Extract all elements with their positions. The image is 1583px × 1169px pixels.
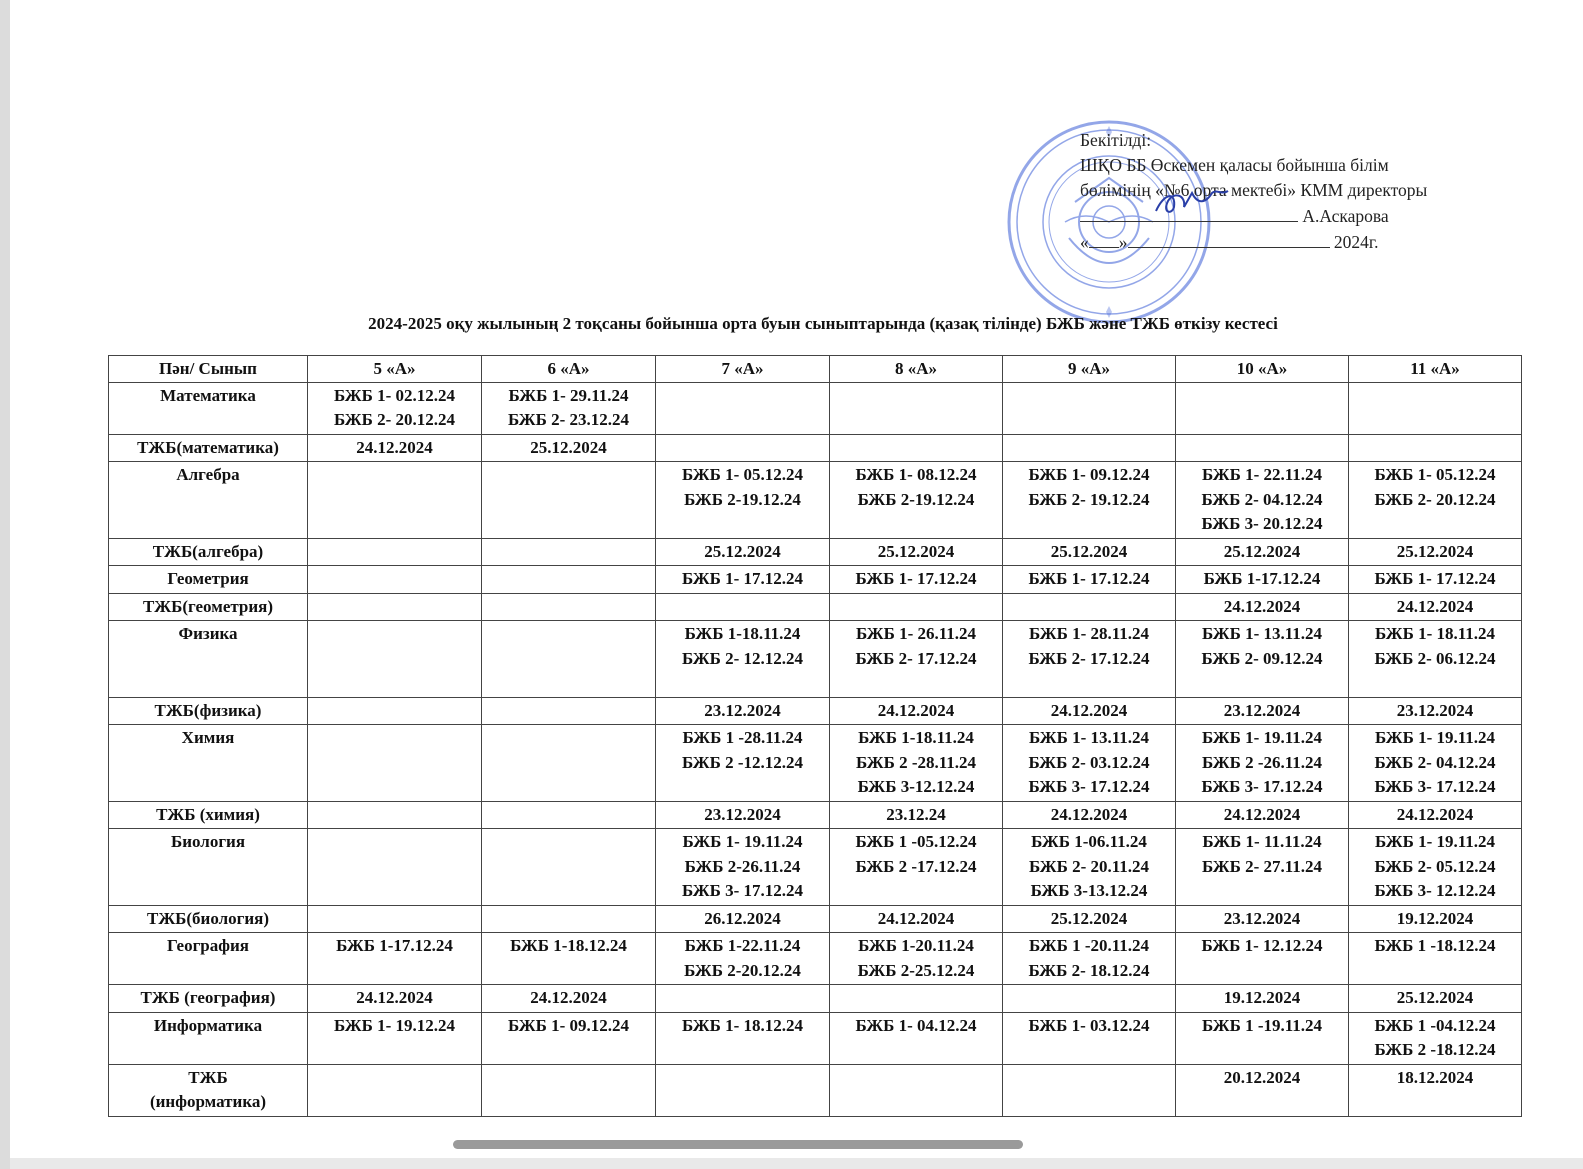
schedule-entry: БЖБ 1 -04.12.24 (1374, 1015, 1496, 1035)
schedule-cell (830, 697, 1003, 725)
schedule-entry: БЖБ 2-19.12.24 (857, 489, 975, 509)
table-row (109, 462, 1522, 539)
subject-cell (109, 829, 308, 906)
subject-name: География (167, 936, 249, 955)
schedule-entry: БЖБ 1- 12.12.24 (1201, 936, 1323, 955)
schedule-cell (482, 1064, 656, 1116)
approval-signature-line (1080, 203, 1427, 229)
schedule-cell (1003, 621, 1176, 698)
schedule-entry: 24.12.2024 (1050, 804, 1128, 824)
schedule-entry: БЖБ 2- 27.11.24 (1201, 856, 1323, 876)
schedule-entry: БЖБ 2- 17.12.24 (855, 648, 977, 668)
schedule-entry: 25.12.2024 (1396, 988, 1474, 1007)
schedule-entry: 25.12.2024 (704, 541, 781, 561)
schedule-entry: БЖБ 2- 18.12.24 (1028, 960, 1150, 980)
subject-cell (109, 566, 308, 594)
schedule-entry: БЖБ 1- 05.12.24 (681, 465, 804, 484)
schedule-entry: БЖБ 3- 17.12.24 (1201, 777, 1323, 796)
schedule-entry: БЖБ 1-17.12.24 (336, 936, 453, 955)
schedule-entry: БЖБ 1- 28.11.24 (1028, 624, 1150, 643)
schedule-cell (1003, 538, 1176, 566)
schedule-cell (1349, 697, 1522, 725)
schedule-cell (830, 933, 1003, 985)
schedule-cell (308, 382, 482, 434)
subject-cell (109, 985, 308, 1013)
schedule-entry: 24.12.2024 (356, 437, 433, 457)
schedule-cell (830, 1064, 1003, 1116)
schedule-cell (1003, 434, 1176, 462)
schedule-cell (656, 621, 830, 698)
table-row (109, 985, 1522, 1013)
schedule-cell (656, 538, 830, 566)
schedule-entry: БЖБ 2- 09.12.24 (1201, 648, 1323, 668)
schedule-entry: БЖБ 2- 04.12.24 (1201, 489, 1323, 509)
schedule-cell (1003, 1012, 1176, 1064)
schedule-entry: 24.12.2024 (1050, 700, 1128, 720)
schedule-entry: БЖБ 1- 22.11.24 (1201, 465, 1323, 484)
schedule-cell (482, 434, 656, 462)
schedule-entry: БЖБ 2-20.12.24 (684, 960, 801, 980)
approval-position: бөлімінің «№6 орта мектебі» КММ директоры (1080, 180, 1428, 200)
schedule-cell (1349, 593, 1522, 621)
schedule-entry: БЖБ 1-18.11.24 (858, 728, 974, 747)
schedule-cell (656, 905, 830, 933)
schedule-entry: 25.12.2024 (1050, 541, 1128, 561)
schedule-cell (482, 697, 656, 725)
window-edge (0, 0, 10, 1169)
table-row (109, 1012, 1522, 1064)
schedule-cell (308, 829, 482, 906)
schedule-cell (1349, 933, 1522, 985)
table-row (109, 593, 1522, 621)
schedule-entry: БЖБ 2- 12.12.24 (681, 648, 804, 668)
schedule-cell (1349, 382, 1522, 434)
schedule-entry: 18.12.2024 (1396, 1067, 1474, 1087)
schedule-cell (656, 382, 830, 434)
schedule-entry: 24.12.2024 (1396, 804, 1474, 824)
schedule-entry: БЖБ 1 -18.12.24 (1374, 936, 1496, 955)
schedule-entry: БЖБ 1-18.12.24 (510, 936, 627, 955)
schedule-entry: БЖБ 1- 09.12.24 (1028, 465, 1150, 484)
schedule-entry: БЖБ 1- 17.12.24 (1374, 569, 1496, 588)
schedule-entry: БЖБ 1- 17.12.24 (1028, 569, 1150, 588)
schedule-cell (656, 801, 830, 829)
schedule-cell (1003, 905, 1176, 933)
schedule-cell (1176, 1064, 1349, 1116)
schedule-entry: БЖБ 3- 17.12.24 (681, 881, 804, 900)
subject-cell (109, 1064, 308, 1116)
schedule-cell (308, 566, 482, 594)
schedule-entry: 19.12.2024 (1396, 908, 1474, 928)
schedule-entry: 25.12.2024 (1396, 541, 1474, 561)
schedule-cell (830, 725, 1003, 802)
schedule-entry: 23.12.2024 (1223, 908, 1301, 928)
schedule-cell (482, 593, 656, 621)
schedule-cell (1349, 621, 1522, 698)
handwritten-signature (1150, 185, 1230, 221)
schedule-entry: БЖБ 1- 13.11.24 (1028, 728, 1150, 747)
schedule-cell (1003, 593, 1176, 621)
signature-underline (1080, 203, 1298, 222)
horizontal-scrollbar[interactable] (453, 1140, 1023, 1149)
schedule-entry: БЖБ 2 -17.12.24 (855, 856, 977, 876)
schedule-cell (308, 621, 482, 698)
schedule-entry: 24.12.2024 (1396, 596, 1474, 616)
schedule-entry: БЖБ 3- 17.12.24 (1028, 777, 1150, 796)
schedule-entry: БЖБ 1- 19.12.24 (333, 1015, 456, 1035)
schedule-entry: БЖБ 2- 03.12.24 (1028, 752, 1150, 772)
schedule-cell (482, 566, 656, 594)
schedule-cell (482, 538, 656, 566)
table-row (109, 829, 1522, 906)
schedule-entry: БЖБ 1-17.12.24 (1203, 569, 1321, 588)
subject-name: ТЖБ (география) (140, 988, 276, 1007)
schedule-cell (1003, 933, 1176, 985)
schedule-cell (482, 905, 656, 933)
schedule-entry: 24.12.2024 (530, 988, 607, 1007)
schedule-entry: БЖБ 1 -28.11.24 (682, 728, 803, 747)
subject-name: ТЖБ (химия) (156, 804, 260, 824)
schedule-cell (1176, 801, 1349, 829)
schedule-cell (482, 829, 656, 906)
schedule-cell (1003, 1064, 1176, 1116)
schedule-cell (1176, 621, 1349, 698)
table-row (109, 538, 1522, 566)
schedule-entry: 24.12.2024 (877, 908, 955, 928)
subject-name: Алгебра (176, 465, 240, 484)
schedule-entry: БЖБ 2- 20.12.24 (1374, 489, 1496, 509)
schedule-cell (1176, 985, 1349, 1013)
schedule-cell (482, 725, 656, 802)
subject-cell (109, 538, 308, 566)
schedule-cell (482, 382, 656, 434)
schedule-entry: БЖБ 1 -20.11.24 (1028, 936, 1150, 955)
subject-name: ТЖБ (188, 1067, 228, 1087)
month-blank (1128, 229, 1330, 248)
schedule-entry: БЖБ 1- 03.12.24 (1028, 1015, 1150, 1035)
schedule-entry: БЖБ 1- 09.12.24 (507, 1015, 630, 1035)
schedule-entry: БЖБ 1- 18.11.24 (1374, 624, 1496, 643)
schedule-entry: БЖБ 1- 13.11.24 (1201, 624, 1323, 643)
table-body (109, 382, 1522, 1116)
schedule-cell (656, 725, 830, 802)
schedule-entry: БЖБ 2- 05.12.24 (1374, 856, 1496, 876)
schedule-cell (656, 566, 830, 594)
schedule-entry: БЖБ 3-12.12.24 (857, 777, 975, 796)
schedule-cell (1349, 434, 1522, 462)
subject-name: ТЖБ(геометрия) (142, 596, 274, 616)
schedule-entry: БЖБ 3- 17.12.24 (1374, 777, 1496, 796)
schedule-cell (1349, 725, 1522, 802)
schedule-cell (830, 621, 1003, 698)
subject-cell (109, 593, 308, 621)
subject-cell (109, 697, 308, 725)
header-class-11: 11 «А» (1349, 356, 1522, 383)
schedule-cell (308, 725, 482, 802)
table-row (109, 382, 1522, 434)
schedule-cell (1349, 1064, 1522, 1116)
table-row (109, 905, 1522, 933)
table-header-row (109, 356, 1522, 383)
schedule-cell (830, 462, 1003, 539)
schedule-cell (830, 829, 1003, 906)
schedule-cell (1176, 829, 1349, 906)
date-open-quote: « (1080, 232, 1089, 252)
schedule-entry: БЖБ 3-13.12.24 (1030, 881, 1148, 900)
schedule-cell (656, 985, 830, 1013)
schedule-entry: БЖБ 2 -28.11.24 (855, 752, 977, 772)
subject-name: Физика (178, 624, 238, 643)
schedule-entry: БЖБ 1- 04.12.24 (855, 1015, 977, 1035)
subject-name: ТЖБ(алгебра) (152, 541, 264, 561)
schedule-entry: БЖБ 1- 18.12.24 (681, 1015, 804, 1035)
schedule-entry: БЖБ 1- 29.11.24 (508, 385, 629, 405)
subject-cell (109, 725, 308, 802)
table-row (109, 725, 1522, 802)
header-subject-class: Пән/ Сынып (109, 356, 308, 383)
subject-name: (информатика) (149, 1092, 267, 1111)
schedule-entry: БЖБ 1- 17.12.24 (855, 569, 977, 588)
schedule-cell (830, 434, 1003, 462)
schedule-cell (1349, 829, 1522, 906)
approval-block (1080, 128, 1427, 255)
schedule-entry: БЖБ 2 -12.12.24 (681, 752, 804, 772)
schedule-entry: БЖБ 2-19.12.24 (684, 489, 801, 509)
schedule-entry: 24.12.2024 (877, 700, 955, 720)
schedule-cell (1349, 1012, 1522, 1064)
schedule-entry: БЖБ 1- 19.11.24 (682, 832, 803, 851)
schedule-cell (308, 434, 482, 462)
header-class-10: 10 «А» (1176, 356, 1349, 383)
schedule-cell (830, 905, 1003, 933)
schedule-entry: БЖБ 3- 20.12.24 (1201, 514, 1323, 533)
schedule-entry: БЖБ 1- 02.12.24 (333, 385, 456, 405)
schedule-cell (1176, 725, 1349, 802)
schedule-cell (308, 801, 482, 829)
header-class-9: 9 «А» (1003, 356, 1176, 383)
header-class-5: 5 «А» (308, 356, 482, 383)
schedule-cell (1349, 538, 1522, 566)
schedule-entry: БЖБ 3- 12.12.24 (1374, 881, 1496, 900)
schedule-cell (1003, 801, 1176, 829)
schedule-entry: БЖБ 2-25.12.24 (857, 960, 975, 980)
schedule-cell (830, 1012, 1003, 1064)
schedule-cell (656, 1012, 830, 1064)
schedule-cell (482, 621, 656, 698)
schedule-entry: БЖБ 1- 19.11.24 (1374, 832, 1496, 851)
schedule-entry: 24.12.2024 (356, 988, 433, 1007)
table-row (109, 434, 1522, 462)
schedule-cell (1349, 801, 1522, 829)
header-class-6: 6 «А» (482, 356, 656, 383)
schedule-cell (482, 462, 656, 539)
schedule-entry: 25.12.2024 (1223, 541, 1301, 561)
subject-cell (109, 434, 308, 462)
schedule-cell (830, 593, 1003, 621)
schedule-entry: БЖБ 1- 05.12.24 (1374, 465, 1496, 484)
schedule-entry: БЖБ 1-22.11.24 (684, 936, 801, 955)
schedule-cell (1176, 434, 1349, 462)
schedule-table (108, 355, 1522, 1117)
schedule-cell (656, 593, 830, 621)
table-row (109, 1064, 1522, 1116)
schedule-entry: БЖБ 1- 17.12.24 (681, 569, 804, 588)
schedule-cell (830, 538, 1003, 566)
schedule-cell (482, 1012, 656, 1064)
schedule-cell (1003, 566, 1176, 594)
subject-cell (109, 382, 308, 434)
schedule-cell (1003, 382, 1176, 434)
schedule-cell (830, 382, 1003, 434)
schedule-entry: БЖБ 2-26.11.24 (684, 856, 801, 876)
schedule-cell (308, 933, 482, 985)
schedule-entry: БЖБ 1 -05.12.24 (855, 832, 977, 851)
subject-name: ТЖБ(биология) (146, 908, 270, 928)
schedule-cell (830, 566, 1003, 594)
table-row (109, 621, 1522, 698)
schedule-entry: БЖБ 1-18.11.24 (684, 624, 801, 643)
schedule-entry: БЖБ 2 -18.12.24 (1374, 1040, 1496, 1059)
schedule-cell (1003, 725, 1176, 802)
schedule-entry: 23.12.2024 (1396, 700, 1474, 720)
schedule-cell (1176, 538, 1349, 566)
schedule-cell (830, 801, 1003, 829)
schedule-entry: 25.12.2024 (877, 541, 955, 561)
schedule-entry: 24.12.2024 (1223, 804, 1301, 824)
schedule-cell (1349, 462, 1522, 539)
table-row (109, 933, 1522, 985)
schedule-cell (656, 434, 830, 462)
schedule-entry: БЖБ 1-06.11.24 (1031, 832, 1147, 851)
subject-cell (109, 801, 308, 829)
schedule-cell (1176, 462, 1349, 539)
schedule-cell (1003, 462, 1176, 539)
schedule-cell (656, 829, 830, 906)
schedule-cell (1349, 905, 1522, 933)
schedule-entry: 23.12.2024 (704, 804, 781, 824)
schedule-entry: БЖБ 2- 17.12.24 (1028, 648, 1150, 668)
schedule-entry: 20.12.2024 (1223, 1067, 1301, 1087)
header-class-7: 7 «А» (656, 356, 830, 383)
approval-label: Бекітілді: (1080, 130, 1152, 150)
schedule-cell (1003, 697, 1176, 725)
schedule-entry: 25.12.2024 (1050, 908, 1128, 928)
schedule-entry: БЖБ 2- 19.12.24 (1028, 489, 1150, 509)
subject-cell (109, 621, 308, 698)
schedule-cell (482, 801, 656, 829)
subject-name: ТЖБ(физика) (154, 700, 262, 720)
schedule-cell (482, 933, 656, 985)
schedule-cell (308, 697, 482, 725)
schedule-cell (656, 933, 830, 985)
schedule-entry: БЖБ 1-20.11.24 (858, 936, 974, 955)
director-name: А.Аскарова (1302, 206, 1389, 226)
schedule-entry: БЖБ 1- 26.11.24 (855, 624, 977, 643)
subject-name: Информатика (153, 1015, 263, 1035)
subject-name: Математика (160, 385, 256, 405)
schedule-cell (830, 985, 1003, 1013)
schedule-entry: БЖБ 2 -26.11.24 (1201, 752, 1323, 772)
schedule-cell (1176, 697, 1349, 725)
schedule-cell (656, 1064, 830, 1116)
schedule-cell (1349, 566, 1522, 594)
subject-name: Геометрия (167, 569, 249, 588)
subject-cell (109, 933, 308, 985)
schedule-cell (656, 462, 830, 539)
schedule-cell (308, 985, 482, 1013)
document-title: 2024-2025 оқу жылының 2 тоқсаны бойынша орта буын сыныптарында (қазақ тілінде) БЖБ және ТЖБ өткізу кестесі (368, 314, 1278, 333)
schedule-entry: БЖБ 1- 11.11.24 (1202, 832, 1322, 851)
subject-cell (109, 1012, 308, 1064)
schedule-cell (656, 697, 830, 725)
schedule-cell (1003, 985, 1176, 1013)
date-close-quote: » (1118, 232, 1128, 252)
schedule-cell (308, 905, 482, 933)
schedule-cell (482, 985, 656, 1013)
schedule-cell (1176, 382, 1349, 434)
table-row (109, 697, 1522, 725)
schedule-entry: 23.12.2024 (1223, 700, 1301, 720)
schedule-cell (1176, 933, 1349, 985)
schedule-entry: БЖБ 2- 06.12.24 (1374, 648, 1496, 668)
schedule-entry: 19.12.2024 (1223, 988, 1301, 1007)
approval-year: 2024г. (1333, 232, 1379, 252)
approval-organization: ШҚО ББ Өскемен қаласы бойынша білім (1080, 155, 1389, 175)
schedule-entry: БЖБ 2- 20.12.24 (333, 410, 456, 429)
subject-cell (109, 905, 308, 933)
schedule-entry: 26.12.2024 (704, 908, 781, 928)
schedule-entry: БЖБ 1 -19.11.24 (1201, 1015, 1323, 1035)
schedule-entry: БЖБ 2- 20.11.24 (1028, 856, 1150, 876)
schedule-entry: БЖБ 1- 19.11.24 (1201, 728, 1323, 747)
schedule-cell (308, 593, 482, 621)
subject-name: ТЖБ(математика) (137, 437, 279, 457)
schedule-entry: 23.12.24 (886, 804, 946, 824)
header-class-8: 8 «А» (830, 356, 1003, 383)
schedule-cell (1176, 905, 1349, 933)
schedule-entry: 24.12.2024 (1223, 596, 1301, 616)
schedule-entry: 25.12.2024 (530, 437, 607, 457)
table-row (109, 566, 1522, 594)
schedule-entry: БЖБ 1- 19.11.24 (1374, 728, 1496, 747)
schedule-cell (1176, 566, 1349, 594)
subject-cell (109, 462, 308, 539)
subject-name: Химия (181, 728, 235, 747)
approval-date-line (1080, 229, 1427, 255)
schedule-cell (1176, 593, 1349, 621)
schedule-entry: БЖБ 1- 08.12.24 (855, 465, 977, 484)
schedule-cell (308, 1064, 482, 1116)
schedule-cell (1176, 1012, 1349, 1064)
schedule-cell (308, 538, 482, 566)
schedule-cell (308, 462, 482, 539)
schedule-entry: БЖБ 2- 23.12.24 (507, 410, 630, 429)
schedule-cell (1003, 829, 1176, 906)
subject-name: Биология (170, 832, 246, 851)
day-blank (1089, 229, 1119, 248)
schedule-cell (308, 1012, 482, 1064)
schedule-entry: 23.12.2024 (704, 700, 781, 720)
schedule-cell (1349, 985, 1522, 1013)
table-row (109, 801, 1522, 829)
schedule-entry: БЖБ 2- 04.12.24 (1374, 752, 1496, 772)
